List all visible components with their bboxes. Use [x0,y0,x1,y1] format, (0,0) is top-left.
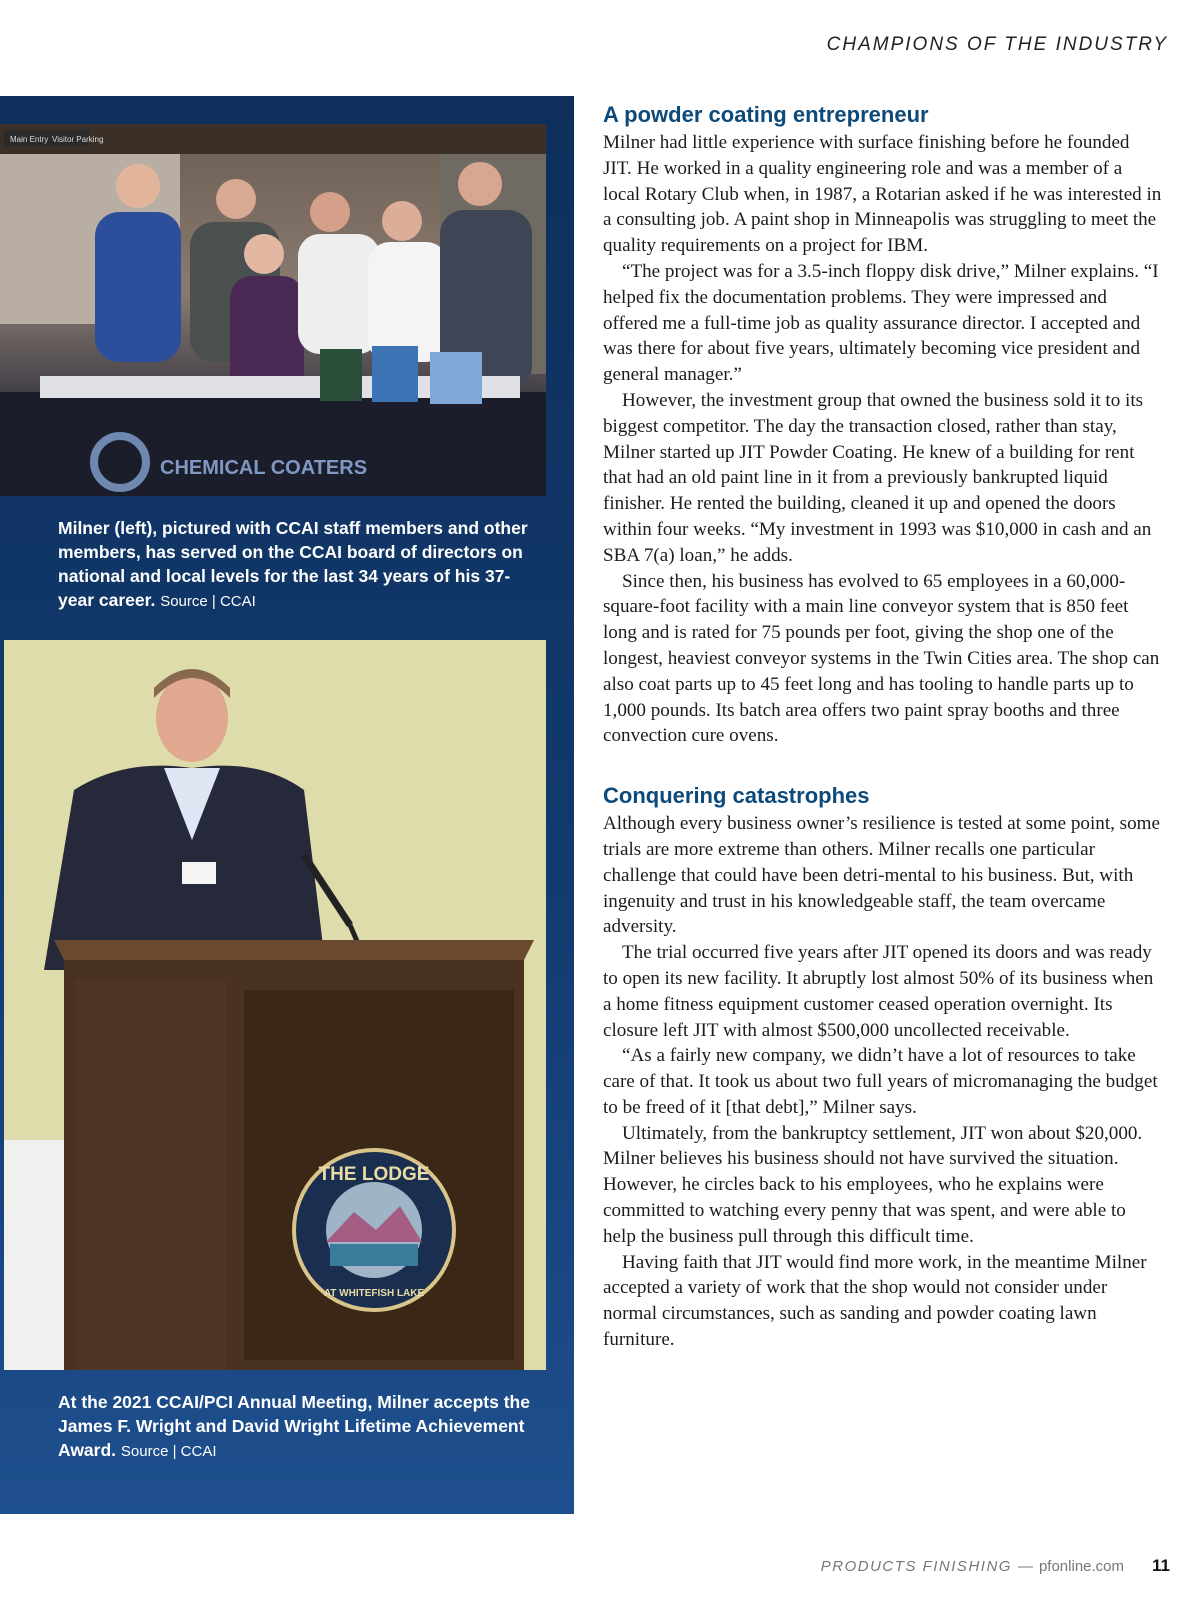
photo2-caption [58,1390,538,1464]
footer-website: pfonline.com [1038,1558,1125,1575]
lodge-logo-bottom-text: AT WHITEFISH LAKE [323,1288,425,1299]
paragraph: Milner had little experience with surface finishing before he founded JIT. He worked in a quality engineering role and was a member of a local Rotary Club when, in 1987, a Rotarian asked if he was interested in a consulting job. A paint shop in Minneapolis was struggling to meet the quality requirements on a project for IBM. [603,132,1162,257]
photo1-source: Source | CCAI [160,593,256,610]
podium [54,940,534,1370]
footer-dash: — [1017,1558,1033,1575]
page-number: 11 [1152,1556,1170,1575]
ccai-booth-photo [0,124,546,496]
podium-photo [4,640,546,1370]
lodge-logo-top-text: THE LODGE [318,1164,430,1185]
running-head: CHAMPIONS OF THE INDUSTRY [826,34,1168,55]
paragraph: The trial occurred five years after JIT opened its doors and was ready to open its new facility. It abruptly lost almost 50% of its business when a home fitness equipment customer ceased operation overnight. Its closure left JIT with almost $500,000 uncollected receivable. [603,942,1154,1041]
section-heading-catastrophes: Conquering catastrophes [603,783,870,809]
page-footer [821,1556,1170,1576]
person-4 [298,192,380,354]
footer-publication: PRODUCTS FINISHING [820,1558,1012,1575]
paragraph: “The project was for a 3.5-inch floppy disk drive,” Milner explains. “I helped fix the documentation problems. They were impressed and offered me a full-time job as quality assurance director. I accepted and was there for about five years, ultimately becoming vice president and general manager.” [603,260,1159,386]
photo1-caption [58,516,538,614]
signage-main-entry: Main Entry [10,135,49,144]
signage-visitor-parking: Visitor Parking [52,135,104,144]
article-body [603,100,1163,1353]
photo1-caption-text: Milner (left), pictured with CCAI staff members and other members, has served on the CCAI board of directors on national and local levels for the last 34 years of his 37-year career. [58,518,528,610]
paragraph: Since then, his business has evolved to 65 employees in a 60,000-square-foot facility with a main line conveyor system that is 850 feet long and is rated for 75 pounds per foot, giving the shop one of the longest, heaviest conveyor systems in the Twin Cities area. The shop can also coat parts up to 45 feet long and has tooling to handle parts up to 1,000 pounds. Its batch area offers two paint spray booths and three convection cure ovens. [603,570,1160,747]
person-5 [368,201,448,362]
ccai-banner-text: CHEMICAL COATERS [160,457,368,479]
photo2-source: Source | CCAI [120,1443,217,1460]
podium-illustration [4,640,546,1370]
the-lodge-logo [294,1150,454,1310]
ccai-booth-illustration [0,124,546,496]
paragraph: However, the investment group that owned the business sold it to its biggest competitor. The day the transaction closed, rather than stay, Milner started up JIT Powder Coating. He knew of a building for rent that had an old paint line in it from a previously bankrupted liquid finisher. He rented the building, cleaned it up and opened the doors within four weeks. “My investment in 1993 was $10,000 in cash and an SBA 7(a) loan,” he adds. [603,389,1152,566]
section-heading-entrepreneur: A powder coating entrepreneur [603,102,929,127]
paragraph: Although every business owner’s resilience is tested at some point, some trials are more extreme than others. Milner recalls one particular challenge that could have been detri-mental to his business. But, with ingenuity and trust in his knowledgeable staff, the team overcame adversity. [603,813,1160,938]
paragraph: “As a fairly new company, we didn’t have a lot of resources to take care of that. It took us about two full years of micromanaging the budget to be freed of it [that debt],” Milner says. [603,1045,1158,1118]
paragraph: Ultimately, from the bankruptcy settlement, JIT won about $20,000. Milner believes his business should not have survived the situation. However, he circles back to his employees, who he explains were committed to watching every penny that was spent, and were able to help the business pull through this difficult time. [603,1122,1143,1247]
photo2-caption-text: At the 2021 CCAI/PCI Annual Meeting, Milner accepts the James F. Wright and David Wright Lifetime Achievement Award. [58,1392,530,1460]
paragraph: Having faith that JIT would find more work, in the meantime Milner accepted a variety of work that the shop would not consider under normal circumstances, such as sanding and powder coating lawn furniture. [603,1251,1147,1351]
booth-table [0,392,546,496]
